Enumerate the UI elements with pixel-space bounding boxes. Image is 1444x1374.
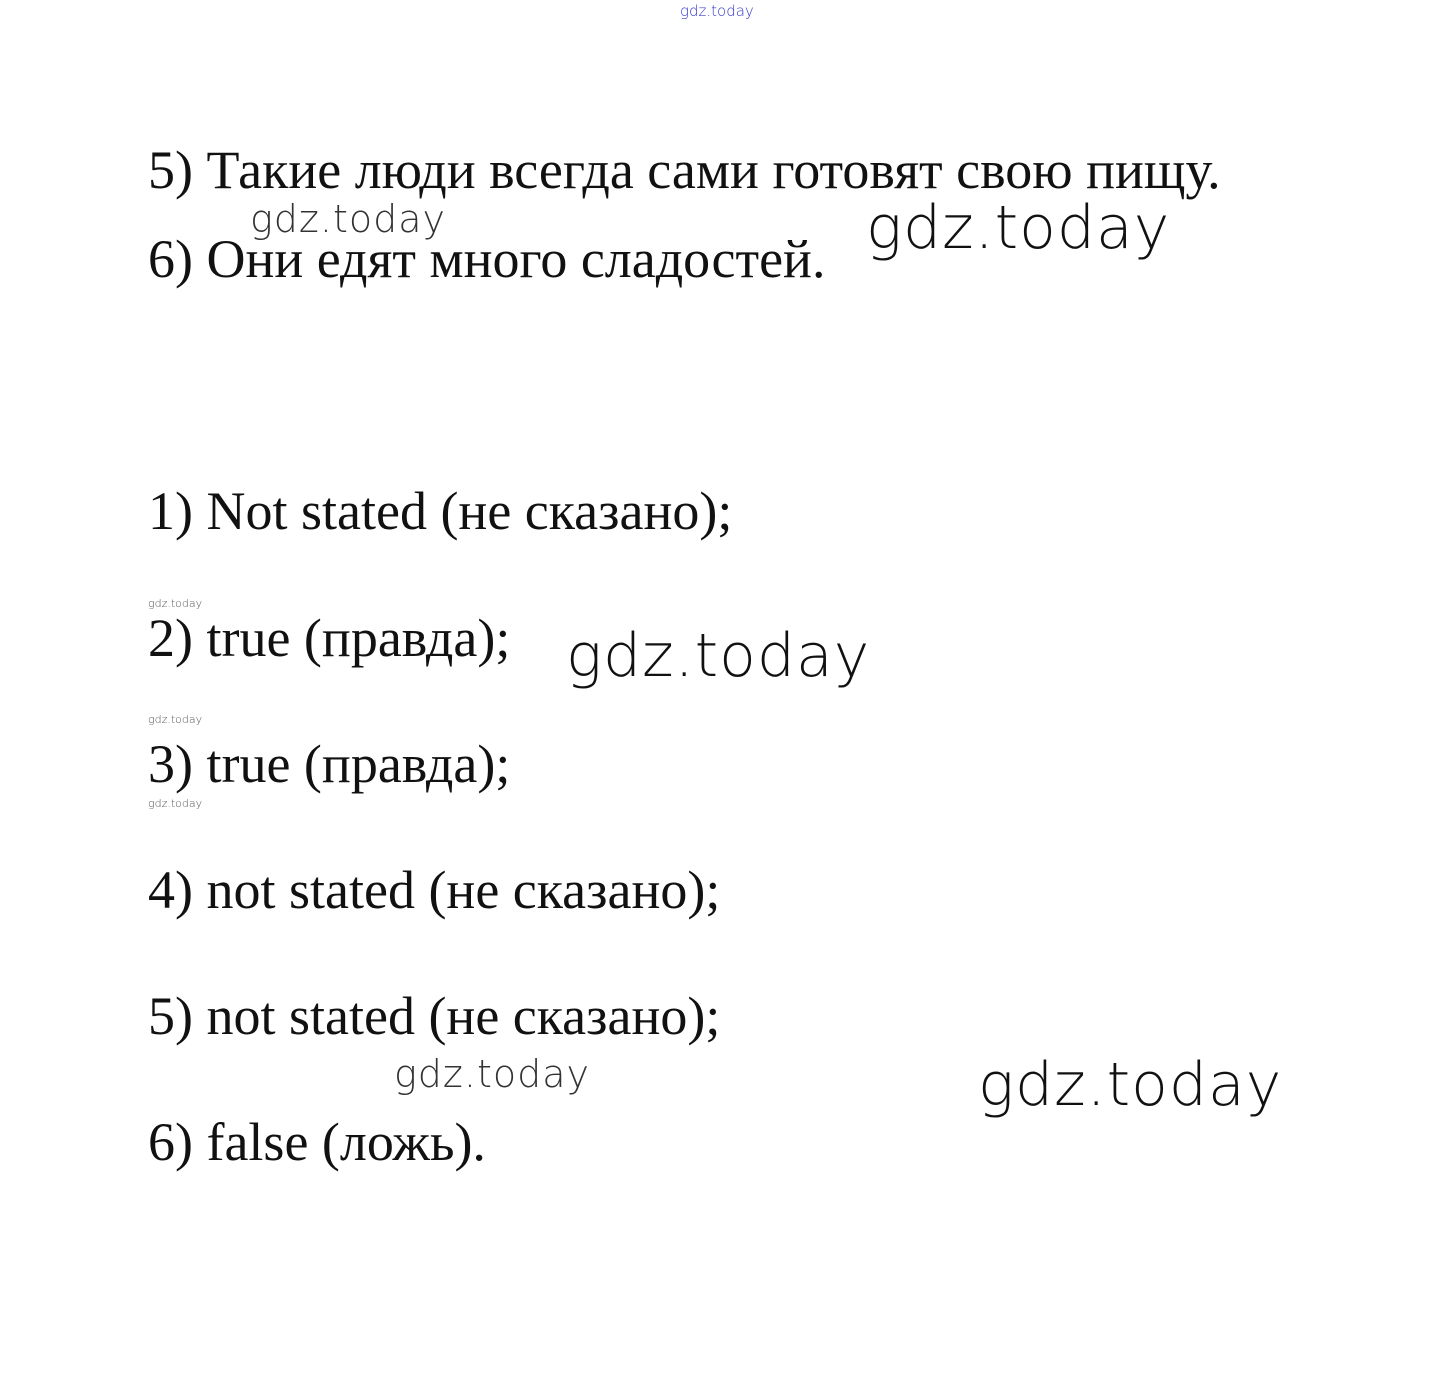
statement-5: 5) Такие люди всегда сами готовят свою пищу. bbox=[148, 140, 1221, 200]
statement-6: 6) Они едят много сладостей. bbox=[148, 229, 826, 289]
answer-6: 6) false (ложь). bbox=[148, 1112, 486, 1172]
watermark-answer-5: gdz.today bbox=[394, 1052, 590, 1096]
watermark-tiny-2: gdz.today bbox=[148, 713, 203, 726]
answer-5: 5) not stated (не сказано); bbox=[148, 986, 721, 1046]
watermark-tiny-3: gdz.today bbox=[148, 797, 203, 810]
answer-2: 2) true (правда); bbox=[148, 608, 511, 668]
watermark-statement-large: gdz.today bbox=[866, 193, 1171, 263]
answer-1: 1) Not stated (не сказано); bbox=[148, 481, 733, 541]
watermark-tiny-1: gdz.today bbox=[148, 597, 203, 610]
answer-3: 3) true (правда); bbox=[148, 734, 511, 794]
answer-4: 4) not stated (не сказано); bbox=[148, 860, 721, 920]
watermark-bottom-right: gdz.today bbox=[978, 1050, 1283, 1120]
watermark-answer-2: gdz.today bbox=[566, 621, 871, 691]
watermark-top: gdz.today bbox=[680, 2, 754, 20]
watermark-statement-small: gdz.today bbox=[250, 197, 446, 241]
